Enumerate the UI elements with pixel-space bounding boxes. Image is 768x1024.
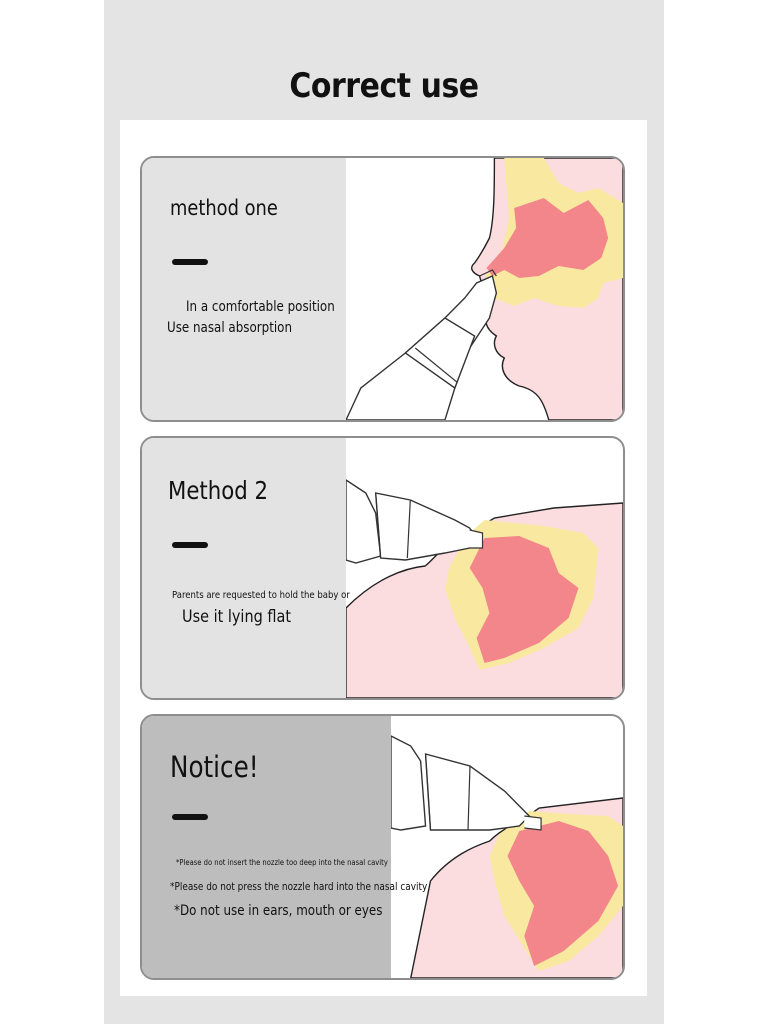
- instruction-line: Use nasal absorption: [167, 320, 293, 336]
- instruction-line: Use it lying flat: [182, 607, 291, 627]
- instruction-sheet: [104, 0, 664, 1024]
- divider-dash: [172, 814, 208, 820]
- card-heading: Notice!: [170, 750, 259, 784]
- notice-card: [140, 714, 625, 980]
- instruction-line: In a comfortable position: [186, 299, 335, 315]
- notice-line: *Please do not press the nozzle hard into the nasal cavity: [170, 881, 428, 893]
- divider-dash: [172, 542, 208, 548]
- card-heading: Method 2: [168, 476, 268, 505]
- notice-line: *Please do not insert the nozzle too deep into the nasal cavity: [176, 858, 388, 867]
- nasal-aspirator-illustration: [346, 438, 623, 698]
- method-one-card: [140, 156, 625, 422]
- content-area: [120, 120, 647, 996]
- divider-dash: [172, 259, 208, 265]
- nasal-aspirator-illustration: [391, 716, 623, 978]
- page-title: Correct use: [289, 66, 479, 106]
- card-heading: method one: [170, 196, 278, 220]
- nasal-aspirator-illustration: [346, 158, 623, 420]
- instruction-line: Parents are requested to hold the baby or: [172, 590, 350, 601]
- notice-line: *Do not use in ears, mouth or eyes: [174, 903, 383, 919]
- method-two-text-panel: [142, 438, 350, 698]
- method-two-card: [140, 436, 625, 700]
- method-one-text-panel: [142, 158, 346, 420]
- notice-text-panel: [142, 716, 428, 978]
